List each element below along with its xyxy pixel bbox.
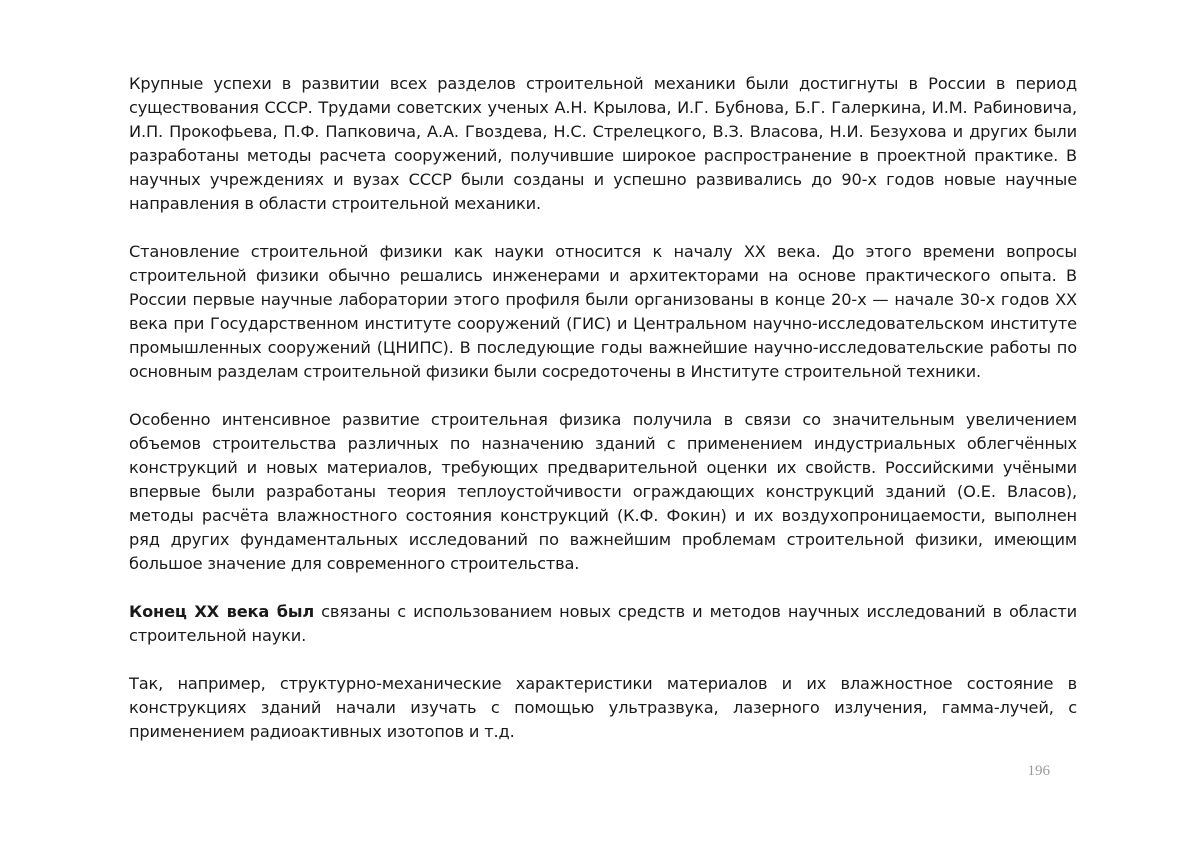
paragraph-examples xyxy=(129,672,1077,744)
document-body xyxy=(129,72,1077,768)
paragraph-structural-mechanics xyxy=(129,72,1077,216)
paragraph-text: Становление строительной физики как науки относится к началу XX века. До этого времени вопросы строительной физики обычно решались инженерами и архитекторами на основе практического опыта. В России первые научные лаборатории этого профиля были организованы в конце 20-х — начале 30-х годов XX века при Государственном институте сооружений (ГИС) и Центральном научно-исследовательском институте промышленных сооружений (ЦНИПС). В последующие годы важнейшие научно-исследовательские работы по основным разделам строительной физики были сосредоточены в Институте строительной техники. xyxy=(129,242,1077,381)
paragraph-text: Так, например, структурно-механические характеристики материалов и их влажностное состояние в конструкциях зданий начали изучать с помощью ультразвука, лазерного излучения, гамма-лучей, с применением радиоактивных изотопов и т.д. xyxy=(129,674,1077,741)
paragraph-building-physics-development xyxy=(129,408,1077,576)
paragraph-building-physics-origins xyxy=(129,240,1077,384)
paragraph-end-of-century xyxy=(129,600,1077,648)
paragraph-text: связаны с использованием новых средств и методов научных исследований в области строительной науки. xyxy=(129,602,1078,645)
paragraph-text: Особенно интенсивное развитие строительная физика получила в связи со значительным увеличением объемов строительства различных по назначению зданий с применением индустриальных облегчённых конструкций и новых материалов, требующих предварительной оценки их свойств. Российскими учёными впервые были разработаны теория теплоустойчивости ограждающих конструкций зданий (О.Е. Власов), методы расчёта влажностного состояния конструкций (К.Ф. Фокин) и их воздухопроницаемости, выполнен ряд других фундаментальных исследований по важнейшим проблемам строительной физики, имеющим большое значение для современного строительства. xyxy=(129,410,1077,573)
paragraph-bold-lead: Конец XX века был xyxy=(129,602,315,621)
page-number: 196 xyxy=(1027,763,1050,779)
paragraph-text: Крупные успехи в развитии всех разделов строительной механики были достигнуты в России в период существования СССР. Трудами советских ученых А.Н. Крылова, И.Г. Бубнова, Б.Г. Галеркина, И.М. Рабиновича, И.П. Прокофьева, П.Ф. Папковича, А.А. Гвоздева, Н.С. Стрелецкого, В.З. Власова, Н.И. Безухова и других были разработаны методы расчета сооружений, получившие широкое распространение в проектной практике. В научных учреждениях и вузах СССР были созданы и успешно развивались до 90-х годов новые научные направления в области строительной механики. xyxy=(129,74,1077,213)
